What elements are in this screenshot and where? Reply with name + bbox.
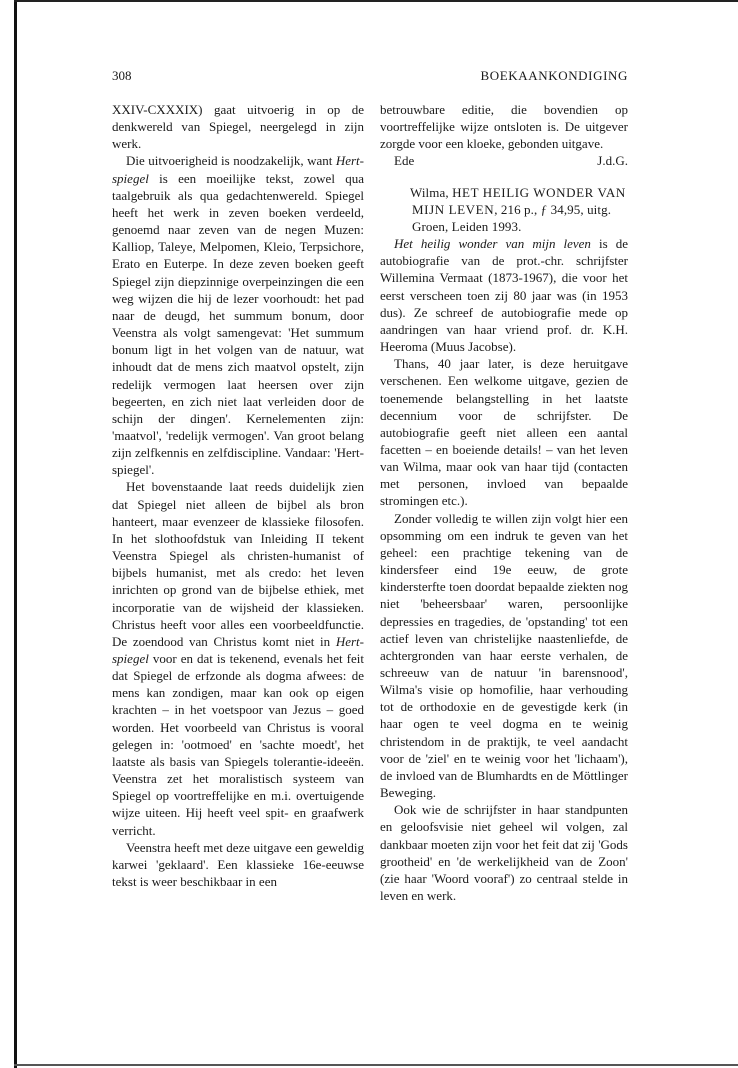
left-column [112, 101, 364, 890]
right-paragraph-4: Zonder volledig te willen zijn volgt hier een opsomming om een indruk te geven van het geheel: een prachtige tekening van de kindersfeer eind 19e eeuw, de grote kindersterfte toen doordat bepaalde ziekten nog niet 'beheersbaar' waren, persoonlijke depressies en tragedies, de 'opstanding' tot een actief leven van christelijke naastenliefde, de achtergronden van haar eerste verhalen, de schreeuw van de natuur 'in barensnood', Wilma's visie op homofilie, haar verhouding tot de orthodoxie en de gevestigde kerk (in haar ogen te veel dogma en te weinig christendom in de praktijk, te veel aandacht voor de 'ziel' en te weinig voor het 'lichaam'), de invloed van de Blumhardts en de Möttlinger Beweging. [380, 510, 628, 801]
page-number: 308 [112, 68, 132, 83]
signature-place: Ede [394, 153, 415, 169]
bibliographic-entry [412, 184, 628, 235]
left-p3-lead: Het bovenstaande laat reeds duidelijk zien dat Spiegel niet alleen de bijbel als bron hanteert, maar evenzeer de klassieke filosofen. In het slothoofdstuk van Inleiding II tekent Veenstra Spiegel als christen-humanist of bijbels humanist, met als credo: het leven inrichten op grond van de bijbelse ethiek, met incorporatie van de wijsheid der klassieken. Christus heeft voor alles een voorbeeldfunctie. De zoendood van Christus komt niet in [112, 479, 364, 649]
signature-initials: J.d.G. [597, 153, 628, 169]
left-p2-rest: is een moeilijke tekst, zowel qua taalgebruik als qua gedachtenwereld. Spiegel heeft het werk in zeven boeken verdeeld, genoemd naar zeven van de negen Muzen: Kalliop, Taleye, Melpomen, Kleio, Terpsichore, Erato en Euterpe. In deze zeven boeken geeft Spiegel zijn diepzinnige overpeinzingen die een weg wijzen die hij de lezer voorhoudt: het pad naar de deugd, het summum bonum, door Veenstra als volgt samengevat: 'Het summum bonum ligt in het volgen van de natuur, wat inhoudt dat de mens zich maatvol opstelt, zijn redelijk vermogen laat heersen over zijn begeerten, en zich niet laat verleiden door de schijn der dingen'. Kernelementen zijn: 'maatvol', 'redelijk vermogen'. Van groot belang zijn zelfkennis en zelfdiscipline. Vandaar: 'Hert-spiegel'. [112, 170, 364, 478]
biblio-title: HET HEILIG WONDER VAN MIJN LEVEN [412, 184, 626, 217]
right-paragraph-5: Ook wie de schrijfster in haar standpunten en geloofsvisie niet geheel wil volgen, zal dankbaar moeten zijn voor het feit dat zij 'Gods grootheid' en 'de werkelijkheid van de Zoon' (zie haar 'Woord vooraf') zo centraal stelde in leven en werk. [380, 802, 628, 904]
left-paragraph-1: XXIV-CXXXIX) gaat uitvoerig in op de denkwereld van Spiegel, neergelegd in zijn werk. [112, 102, 364, 152]
left-p3-title-italic: Hert-spiegel [112, 633, 364, 666]
review-signature [380, 152, 628, 169]
right-paragraph-2 [380, 235, 628, 355]
left-p2-lead: Die uitvoerigheid is noodzakelijk, want [126, 153, 336, 169]
left-p3-rest: voor en dat is tekenend, evenals het feit dat Spiegel de erfzonde als dogma afwees: de mens kan zondigen, maar kan ook op eigen krachten – in het voetspoor van Jezus – goed worden. Het voorbeeld van Christus is vooral gelegen in: 'ootmoed' en 'sachte moedt', het laatste als basis van Spiegels tolerantie-ideeën. Veenstra zet het moralistisch systeem van Spiegel op voortreffelijke en m.i. overtuigende wijze uiteen. Hij heeft veel spit- en graafwerk verricht. [112, 651, 364, 838]
scan-edge-bottom [14, 1064, 738, 1066]
section-title: BOEKAANKONDIGING [480, 68, 628, 83]
left-p2-title-italic: Hert-spiegel [112, 153, 364, 186]
left-paragraph-3 [112, 478, 364, 838]
biblio-author: Wilma, [410, 184, 453, 200]
biblio-details: , 216 p., ƒ 34,95, uitg. Groen, Leiden 1993. [412, 201, 612, 234]
scan-edge-left [14, 0, 17, 1068]
right-column [380, 101, 628, 904]
scan-edge-top [14, 0, 738, 2]
right-paragraph-3: Thans, 40 jaar later, is deze heruitgave verschenen. Een welkome uitgave, gezien de toenemende belangstelling in het laatste decennium voor de schrijfster. De autobiografie geeft niet alleen een aantal facetten – en boeiende details! – van het leven van Wilma, maar ook van haar tijd (contacten met personen, invloed van bepaalde stromingen etc.). [380, 356, 628, 509]
right-paragraph-1: betrouwbare editie, die bovendien op voortreffelijke wijze ontsloten is. De uitgever zorgde voor een kloeke, gebonden uitgave. [380, 102, 628, 152]
left-paragraph-4: Veenstra heeft met deze uitgave een geweldig karwei 'geklaard'. Een klassieke 16e-eeuwse tekst is weer beschikbaar in een [112, 839, 364, 890]
left-paragraph-2 [112, 152, 364, 478]
right-p2-title-italic: Het heilig wonder van mijn leven [394, 236, 591, 252]
right-p2-rest: is de autobiografie van de prot.-chr. schrijfster Willemina Vermaat (1873-1967), die voor het eerst verscheen toen zij 80 jaar was (in 1953 dus). Ze schreef de autobiografie mede op aandringen van haar vriend prof. dr. K.H. Heeroma (Muus Jacobse). [380, 236, 628, 355]
